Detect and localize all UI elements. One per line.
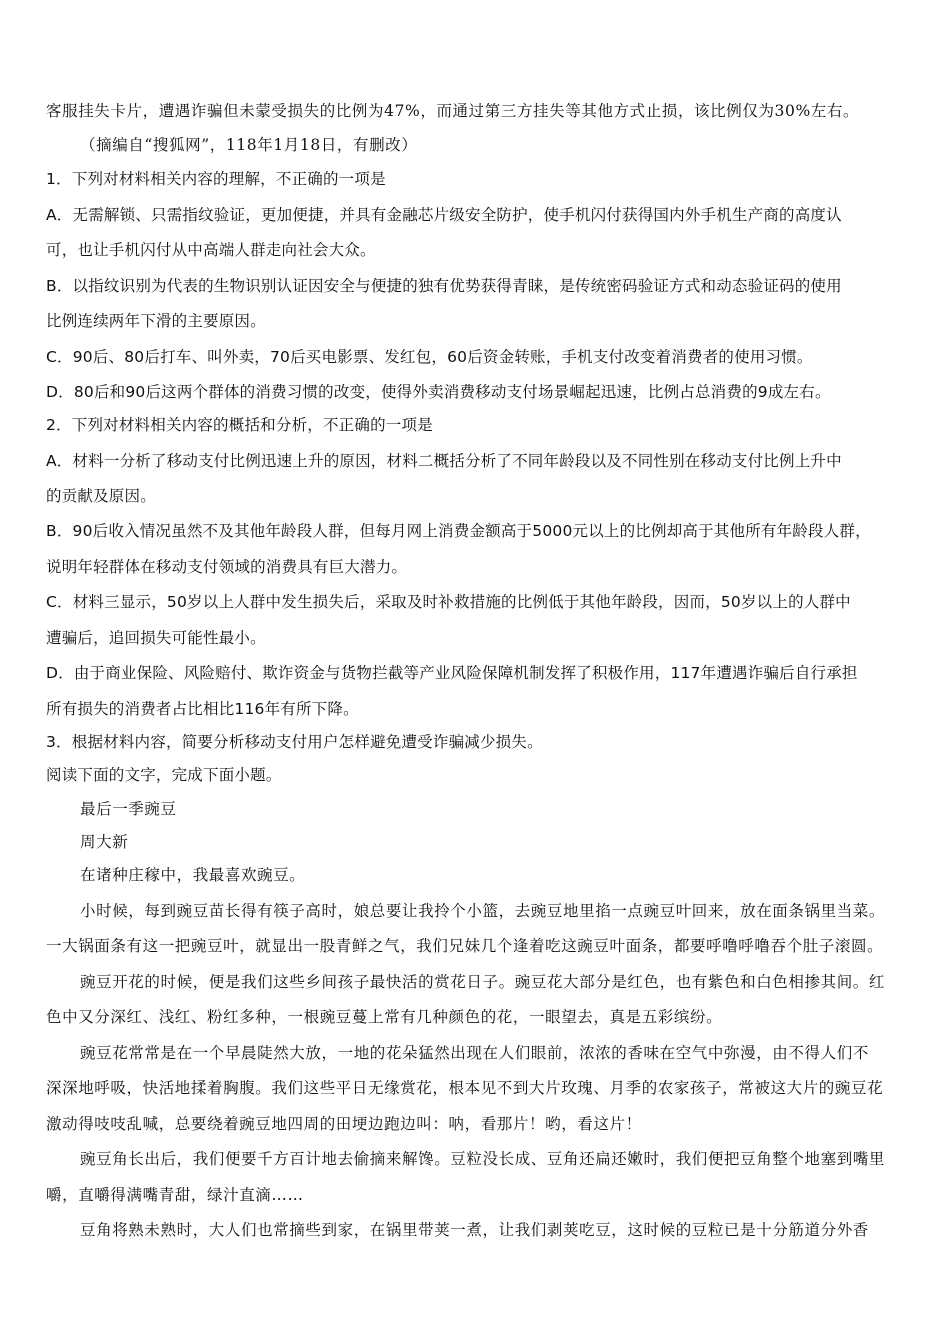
paragraph-line: 一大锅面条有这一把豌豆叶，就显出一股青鲜之气，我们兄妹几个逢着吃这豌豆叶面条，都要呼噜呼噜吞个肚子滚圆。	[46, 937, 884, 955]
option-1b-cont: 比例连续两年下滑的主要原因。	[46, 312, 266, 330]
option-1a-cont: 可，也让手机闪付从中高端人群走向社会大众。	[46, 241, 376, 259]
paragraph-line: 豆角将熟未熟时，大人们也常摘些到家，在锅里带荚一煮，让我们剥荚吃豆，这时候的豆粒已是十分筋道分外香	[80, 1221, 869, 1239]
option-2b-cont: 说明年轻群体在移动支付领域的消费具有巨大潜力。	[46, 558, 408, 576]
paragraph-line: 色中又分深红、浅红、粉红多种，一根豌豆蔓上常有几种颜色的花，一眼望去，真是五彩缤纷。	[46, 1008, 723, 1026]
article-title: 最后一季豌豆	[80, 800, 177, 818]
paragraph-line: 豌豆花常常是在一个早晨陡然大放，一地的花朵猛然出现在人们眼前，浓浓的香味在空气中弥漫，由不得人们不	[80, 1044, 869, 1062]
option-1b: B．以指纹识别为代表的生物识别认证因安全与便捷的独有优势获得青睐，是传统密码验证方式和动态验证码的使用	[46, 277, 842, 295]
paragraph-line: 激动得吱吱乱喊，总要绕着豌豆地四周的田埂边跑边叫：呐，看那片！哟，看这片！	[46, 1115, 642, 1133]
option-2c-cont: 遭骗后，追回损失可能性最小。	[46, 629, 266, 647]
paragraph-line: 小时候，每到豌豆苗长得有筷子高时，娘总要让我拎个小篮，去豌豆地里掐一点豌豆叶回来，放在面条锅里当菜。	[80, 902, 886, 920]
question-1: 1．下列对材料相关内容的理解，不正确的一项是	[46, 170, 386, 188]
paragraph-line: 嚼，直嚼得满嘴青甜，绿汁直滴……	[46, 1186, 304, 1204]
paragraph-line: 在诸种庄稼中，我最喜欢豌豆。	[80, 866, 306, 884]
question-2: 2．下列对材料相关内容的概括和分析，不正确的一项是	[46, 416, 433, 434]
option-1c: C．90后、80后打车、叫外卖，70后买电影票、发红包，60后资金转账，手机支付改变着消费者的使用习惯。	[46, 348, 813, 366]
option-2c: C．材料三显示，50岁以上人群中发生损失后，采取及时补救措施的比例低于其他年龄段，因而，50岁以上的人群中	[46, 593, 851, 611]
source-citation: （摘编自“搜狐网”，118年1月18日，有删改）	[80, 136, 418, 154]
option-2d-cont: 所有损失的消费者占比相比116年有所下降。	[46, 700, 359, 718]
article-author: 周大新	[80, 833, 129, 851]
paragraph-line: 豌豆角长出后，我们便要千方百计地去偷摘来解馋。豆粒没长成、豆角还扁还嫩时，我们便把豆角整个地塞到嘴里	[80, 1150, 886, 1168]
paragraph-line: 客服挂失卡片，遭遇诈骗但未蒙受损失的比例为47%，而通过第三方挂失等其他方式止损，该比例仅为30%左右。	[46, 102, 860, 120]
paragraph-line: 深深地呼吸，快活地揉着胸腹。我们这些平日无缘赏花，根本见不到大片玫瑰、月季的农家孩子，常被这大片的豌豆花	[46, 1079, 884, 1097]
paragraph-line: 豌豆开花的时候，便是我们这些乡间孩子最快活的赏花日子。豌豆花大部分是红色，也有紫色和白色相掺其间。红	[80, 973, 886, 991]
reading-instruction: 阅读下面的文字，完成下面小题。	[46, 766, 282, 784]
option-1d: D．80后和90后这两个群体的消费习惯的改变，使得外卖消费移动支付场景崛起迅速，比例占总消费的9成左右。	[46, 383, 831, 401]
option-2a: A．材料一分析了移动支付比例迅速上升的原因，材料二概括分析了不同年龄段以及不同性别在移动支付比例上升中	[46, 452, 842, 470]
option-2b: B．90后收入情况虽然不及其他年龄段人群，但每月网上消费金额高于5000元以上的比例却高于其他所有年龄段人群，	[46, 522, 871, 540]
question-3: 3．根据材料内容，简要分析移动支付用户怎样避免遭受诈骗减少损失。	[46, 733, 543, 751]
option-2d: D．由于商业保险、风险赔付、欺诈资金与货物拦截等产业风险保障机制发挥了积极作用，117年遭遇诈骗后自行承担	[46, 664, 858, 682]
option-1a: A．无需解锁、只需指纹验证，更加便捷，并具有金融芯片级安全防护，使手机闪付获得国内外手机生产商的高度认	[46, 206, 842, 224]
option-2a-cont: 的贡献及原因。	[46, 487, 156, 505]
